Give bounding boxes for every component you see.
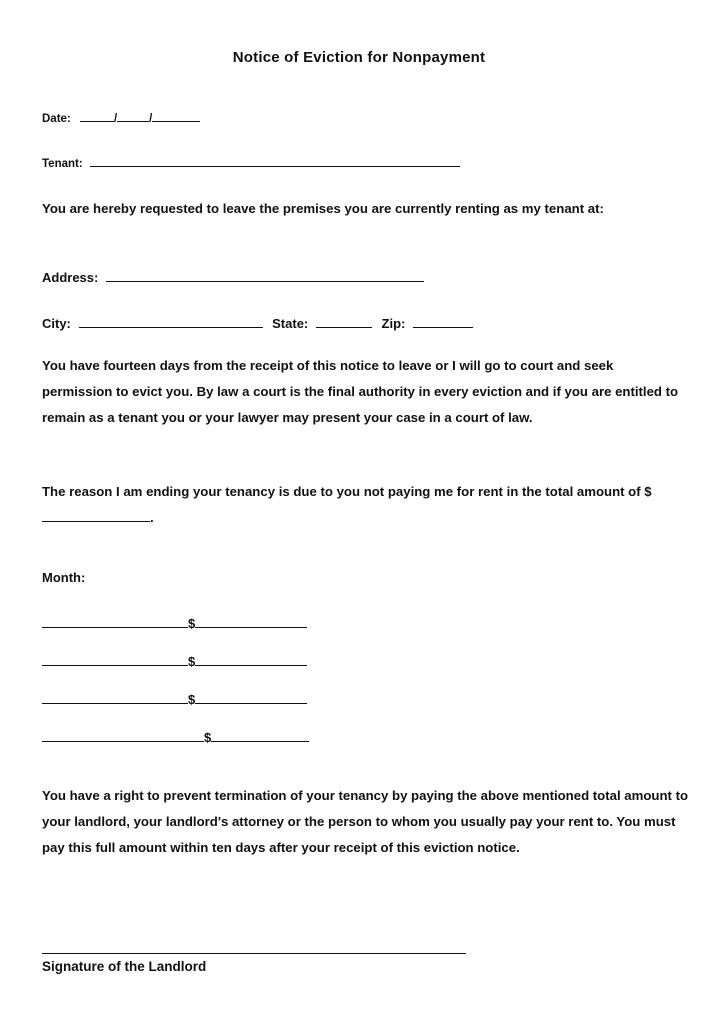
reason-paragraph: [42, 479, 682, 531]
date-row: [42, 109, 200, 125]
tenant-row: [42, 154, 460, 170]
month-amount-field[interactable]: [211, 729, 309, 742]
state-field[interactable]: [316, 315, 372, 328]
city-field[interactable]: [79, 315, 263, 328]
month-field[interactable]: [42, 691, 188, 704]
month-row: [42, 653, 307, 669]
reason-period: .: [150, 510, 154, 525]
zip-label: Zip:: [381, 316, 406, 331]
notice-paragraph: You have fourteen days from the receipt of this notice to leave or I will go to court and seek permission to evict you. By law a court is the final authority in every eviction and if you are entitled to remain as a tenant you or your lawyer may present your case in a court of law.: [42, 358, 679, 425]
date-label: Date:: [42, 113, 71, 125]
month-amount-field[interactable]: [195, 653, 307, 666]
zip-field[interactable]: [413, 315, 473, 328]
date-day-field[interactable]: [117, 109, 149, 122]
rights-paragraph: You have a right to prevent termination of your tenancy by paying the above mentioned total amount to your landlord, your landlord's attorney or the person to whom you usually pay your rent to. You must pay this full amount within ten days after your receipt of this eviction notice.: [42, 788, 689, 855]
date-separator: /: [149, 113, 153, 125]
city-label: City:: [42, 316, 71, 331]
month-row: [42, 729, 309, 745]
dollar-sign: $: [188, 692, 196, 707]
date-separator: /: [113, 113, 118, 125]
month-row: [42, 691, 307, 707]
tenant-field[interactable]: [90, 154, 460, 167]
date-month-field[interactable]: [80, 109, 114, 122]
month-amount-field[interactable]: [195, 691, 307, 704]
dollar-sign: $: [188, 654, 196, 669]
reason-text: The reason I am ending your tenancy is due to you not paying me for rent in the total amount of $: [42, 484, 652, 499]
month-field[interactable]: [42, 615, 188, 628]
address-field[interactable]: [106, 269, 424, 282]
request-paragraph: You are hereby requested to leave the premises you are currently renting as my tenant at:: [42, 201, 604, 216]
signature-label: Signature of the Landlord: [42, 959, 207, 974]
date-year-field[interactable]: [152, 109, 200, 122]
city-state-zip-row: [42, 315, 473, 331]
document-title: Notice of Eviction for Nonpayment: [232, 49, 486, 66]
month-field[interactable]: [42, 729, 204, 742]
month-field[interactable]: [42, 653, 188, 666]
dollar-sign: $: [204, 730, 212, 745]
month-amount-field[interactable]: [195, 615, 307, 628]
dollar-sign: $: [188, 616, 196, 631]
address-label: Address:: [42, 270, 99, 285]
address-row: [42, 269, 424, 285]
month-label: Month:: [42, 570, 86, 585]
month-row: [42, 615, 307, 631]
signature-line[interactable]: [42, 953, 466, 954]
state-label: State:: [272, 316, 309, 331]
total-amount-field[interactable]: [42, 509, 150, 522]
tenant-label: Tenant:: [42, 158, 83, 170]
